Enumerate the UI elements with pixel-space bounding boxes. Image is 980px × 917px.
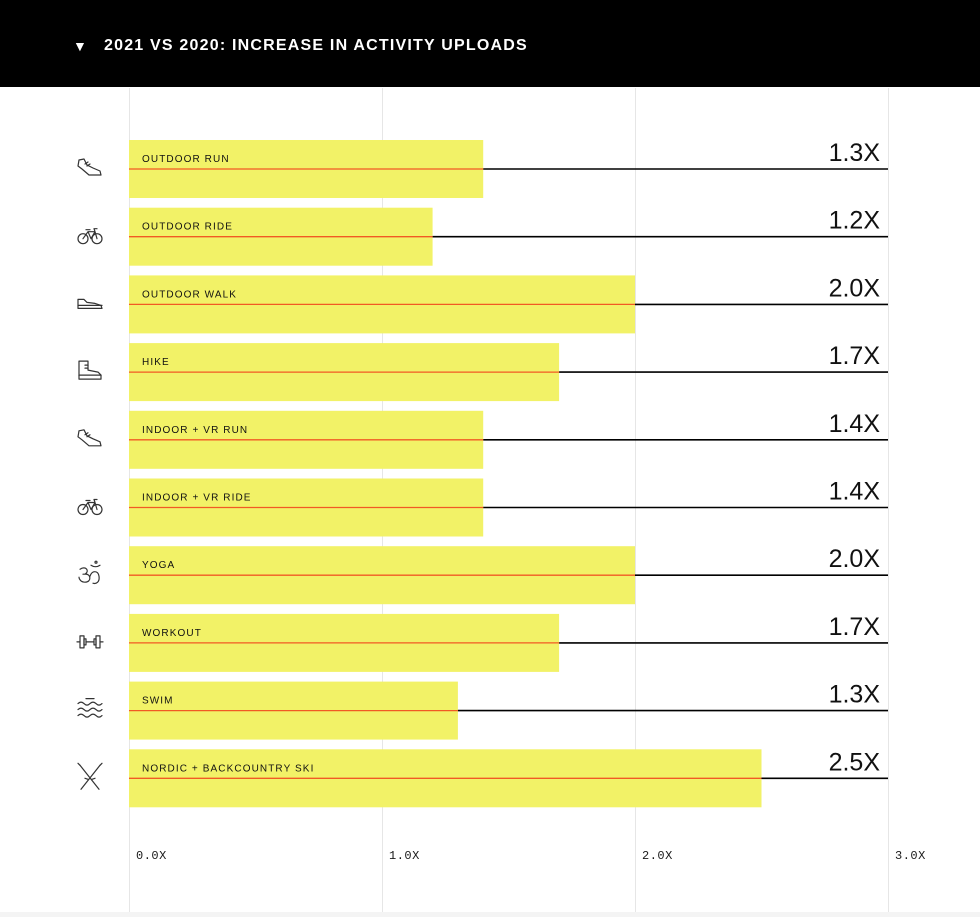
value-label: 1.7X bbox=[828, 612, 880, 641]
chart-title: 2021 VS 2020: INCREASE IN ACTIVITY UPLOADS bbox=[104, 37, 528, 54]
category-label: OUTDOOR WALK bbox=[142, 289, 238, 301]
category-label: INDOOR + VR RIDE bbox=[142, 492, 252, 504]
x-tick-label: 0.0X bbox=[136, 849, 167, 863]
category-label: WORKOUT bbox=[142, 627, 202, 639]
value-label: 2.0X bbox=[828, 545, 880, 574]
bars bbox=[129, 139, 888, 807]
bar-row bbox=[129, 139, 888, 198]
bar-row bbox=[129, 681, 888, 740]
value-label: 2.5X bbox=[828, 748, 880, 777]
bar-row bbox=[129, 545, 888, 604]
category-label: YOGA bbox=[142, 560, 176, 572]
x-tick-label: 2.0X bbox=[642, 849, 673, 863]
bar-row bbox=[129, 613, 888, 672]
bar-row bbox=[129, 478, 888, 537]
value-label: 1.4X bbox=[828, 477, 880, 506]
bicycle-icon bbox=[78, 229, 102, 244]
value-label: 1.3X bbox=[828, 680, 880, 709]
bar-row bbox=[129, 342, 888, 401]
collapse-caret-icon[interactable]: ▼ bbox=[73, 38, 87, 54]
x-axis-ticks bbox=[136, 849, 926, 863]
category-label: HIKE bbox=[142, 357, 170, 369]
bar-row bbox=[129, 274, 888, 333]
waves-icon bbox=[78, 699, 102, 718]
value-label: 1.2X bbox=[828, 206, 880, 235]
crossed-skis-icon bbox=[78, 763, 102, 789]
x-tick-label: 3.0X bbox=[895, 849, 926, 863]
value-label: 2.0X bbox=[828, 274, 880, 303]
bar-row bbox=[129, 748, 888, 807]
value-label: 1.7X bbox=[828, 342, 880, 371]
category-label: INDOOR + VR RUN bbox=[142, 424, 249, 436]
walking-shoe-icon bbox=[78, 299, 102, 308]
running-shoe-icon bbox=[78, 159, 101, 175]
category-icons bbox=[77, 159, 103, 789]
value-label: 1.4X bbox=[828, 409, 880, 438]
x-tick-label: 1.0X bbox=[389, 849, 420, 863]
bar-row bbox=[129, 410, 888, 469]
bar-row bbox=[129, 207, 888, 266]
category-label: OUTDOOR RIDE bbox=[142, 221, 233, 233]
running-shoe-icon bbox=[78, 430, 101, 446]
hiking-boot-icon bbox=[79, 361, 101, 379]
dumbbell-icon bbox=[77, 636, 103, 648]
om-icon bbox=[79, 561, 100, 583]
bicycle-icon bbox=[78, 500, 102, 515]
value-label: 1.3X bbox=[828, 139, 880, 167]
category-label: NORDIC + BACKCOUNTRY SKI bbox=[142, 763, 315, 775]
category-label: SWIM bbox=[142, 695, 174, 707]
category-label: OUTDOOR RUN bbox=[142, 154, 230, 165]
